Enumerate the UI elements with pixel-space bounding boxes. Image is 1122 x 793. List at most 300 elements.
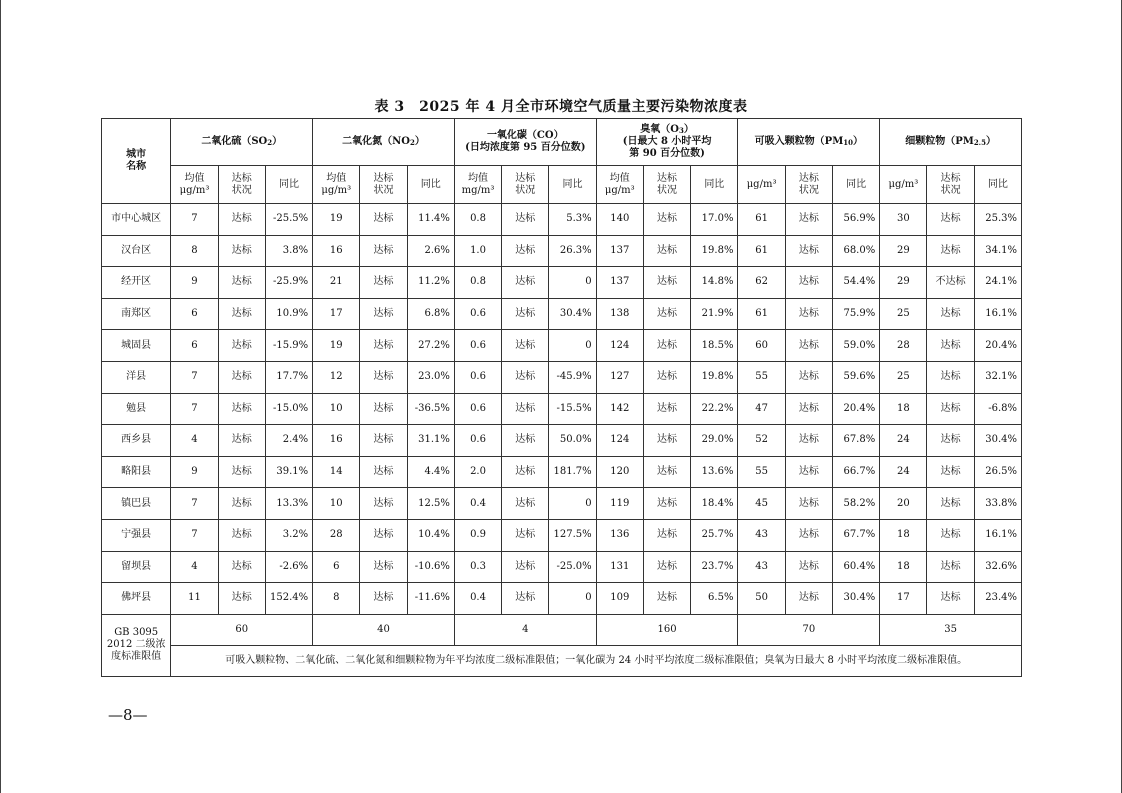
- so2-status-cell: 达标: [218, 519, 265, 551]
- co-status-cell: 达标: [502, 456, 549, 488]
- o3-mean-cell: 124: [596, 425, 643, 457]
- no2-status-cell: 达标: [360, 425, 407, 457]
- o3-mean-cell: 127: [596, 361, 643, 393]
- pm10-yoy-cell: 75.9%: [832, 298, 879, 330]
- pm10-status-cell: 达标: [785, 204, 832, 236]
- o3-yoy-cell: 21.9%: [691, 298, 738, 330]
- pm10-yoy-header: 同比: [832, 166, 879, 204]
- co-status-cell: 达标: [502, 425, 549, 457]
- co-status-cell: 达标: [502, 330, 549, 362]
- pm25-yoy-cell: 26.5%: [974, 456, 1021, 488]
- no2-mean-cell: 10: [313, 393, 360, 425]
- no2-mean-header: 均值 μg/m³: [313, 166, 360, 204]
- table-row: [102, 361, 1022, 393]
- pm25-yoy-cell: 32.6%: [974, 551, 1021, 583]
- pm25-mean-cell: 25: [880, 298, 927, 330]
- pm10-status-cell: 达标: [785, 393, 832, 425]
- co-mean-cell: 0.6: [454, 298, 501, 330]
- co-yoy-header: 同比: [549, 166, 596, 204]
- city-name-cell: 洋县: [102, 361, 171, 393]
- o3-status-cell: 达标: [643, 519, 690, 551]
- no2-status-cell: 达标: [360, 235, 407, 267]
- so2-yoy-cell: -15.0%: [265, 393, 312, 425]
- city-name-cell: 市中心城区: [102, 204, 171, 236]
- no2-yoy-cell: -11.6%: [407, 583, 454, 615]
- no2-mean-cell: 8: [313, 583, 360, 615]
- no2-mean-cell: 16: [313, 425, 360, 457]
- co-yoy-cell: 0: [549, 267, 596, 299]
- pm25-status-cell: 达标: [927, 519, 974, 551]
- o3-status-cell: 达标: [643, 425, 690, 457]
- o3-status-cell: 达标: [643, 361, 690, 393]
- pm10-mean-cell: 61: [738, 235, 785, 267]
- so2-mean-cell: 9: [171, 267, 218, 299]
- pm25-mean-cell: 18: [880, 393, 927, 425]
- co-yoy-cell: 50.0%: [549, 425, 596, 457]
- pm25-yoy-cell: 34.1%: [974, 235, 1021, 267]
- so2-status-cell: 达标: [218, 551, 265, 583]
- pm25-mean-cell: 30: [880, 204, 927, 236]
- co-status-cell: 达标: [502, 204, 549, 236]
- pm25-yoy-cell: 23.4%: [974, 583, 1021, 615]
- pm10-mean-cell: 43: [738, 551, 785, 583]
- table-row: [102, 488, 1022, 520]
- no2-status-cell: 达标: [360, 267, 407, 299]
- so2-mean-header: 均值 μg/m³: [171, 166, 218, 204]
- so2-yoy-cell: 39.1%: [265, 456, 312, 488]
- co-mean-cell: 0.6: [454, 330, 501, 362]
- no2-yoy-header: 同比: [407, 166, 454, 204]
- no2-yoy-cell: 4.4%: [407, 456, 454, 488]
- co-mean-cell: 1.0: [454, 235, 501, 267]
- pm25-yoy-cell: 33.8%: [974, 488, 1021, 520]
- pm10-header: 可吸入颗粒物（PM10）: [738, 119, 880, 166]
- pm25-yoy-cell: 16.1%: [974, 298, 1021, 330]
- so2-mean-cell: 4: [171, 551, 218, 583]
- pm25-mean-cell: 18: [880, 551, 927, 583]
- o3-yoy-cell: 17.0%: [691, 204, 738, 236]
- no2-status-cell: 达标: [360, 204, 407, 236]
- pm10-yoy-cell: 68.0%: [832, 235, 879, 267]
- no2-status-cell: 达标: [360, 551, 407, 583]
- so2-mean-cell: 7: [171, 488, 218, 520]
- o3-mean-cell: 138: [596, 298, 643, 330]
- standard-value-pm10: 70: [738, 614, 880, 645]
- city-header: 城市 名称: [102, 119, 171, 204]
- air-quality-table: [101, 118, 1022, 677]
- no2-yoy-cell: -10.6%: [407, 551, 454, 583]
- pm25-yoy-cell: 24.1%: [974, 267, 1021, 299]
- page-edge-left: [0, 0, 1, 793]
- pm25-yoy-header: 同比: [974, 166, 1021, 204]
- no2-yoy-cell: 10.4%: [407, 519, 454, 551]
- standard-value-pm25: 35: [880, 614, 1022, 645]
- no2-status-cell: 达标: [360, 298, 407, 330]
- pm10-mean-cell: 55: [738, 456, 785, 488]
- header-row-sublabels: [102, 166, 1022, 204]
- pm10-mean-cell: 52: [738, 425, 785, 457]
- pm10-mean-cell: 45: [738, 488, 785, 520]
- city-name-cell: 勉县: [102, 393, 171, 425]
- city-name-cell: 略阳县: [102, 456, 171, 488]
- pm25-status-cell: 达标: [927, 583, 974, 615]
- co-status-header: 达标 状况: [502, 166, 549, 204]
- pm25-status-header: 达标 状况: [927, 166, 974, 204]
- pm10-mean-cell: 60: [738, 330, 785, 362]
- no2-status-header: 达标 状况: [360, 166, 407, 204]
- so2-mean-cell: 6: [171, 330, 218, 362]
- o3-mean-cell: 109: [596, 583, 643, 615]
- standard-value-so2: 60: [171, 614, 313, 645]
- pm25-status-cell: 达标: [927, 456, 974, 488]
- so2-mean-cell: 11: [171, 583, 218, 615]
- pm25-yoy-cell: -6.8%: [974, 393, 1021, 425]
- no2-yoy-cell: 31.1%: [407, 425, 454, 457]
- no2-yoy-cell: -36.5%: [407, 393, 454, 425]
- so2-mean-cell: 7: [171, 204, 218, 236]
- pm25-mean-cell: 24: [880, 456, 927, 488]
- o3-status-cell: 达标: [643, 235, 690, 267]
- co-status-cell: 达标: [502, 235, 549, 267]
- standard-note-row: [102, 645, 1022, 676]
- co-mean-cell: 2.0: [454, 456, 501, 488]
- co-yoy-cell: 127.5%: [549, 519, 596, 551]
- standard-value-no2: 40: [313, 614, 455, 645]
- co-status-cell: 达标: [502, 519, 549, 551]
- o3-yoy-cell: 29.0%: [691, 425, 738, 457]
- city-name-cell: 西乡县: [102, 425, 171, 457]
- pm25-header: 细颗粒物（PM2.5）: [880, 119, 1022, 166]
- pm10-yoy-cell: 67.7%: [832, 519, 879, 551]
- co-yoy-cell: 5.3%: [549, 204, 596, 236]
- so2-yoy-cell: -2.6%: [265, 551, 312, 583]
- co-mean-cell: 0.6: [454, 361, 501, 393]
- pm25-mean-cell: 25: [880, 361, 927, 393]
- so2-status-cell: 达标: [218, 267, 265, 299]
- o3-status-cell: 达标: [643, 488, 690, 520]
- o3-yoy-cell: 19.8%: [691, 361, 738, 393]
- co-yoy-cell: -45.9%: [549, 361, 596, 393]
- o3-mean-cell: 131: [596, 551, 643, 583]
- standard-label: GB 3095 2012 二级浓 度标准限值: [102, 614, 171, 676]
- standard-note: 可吸入颗粒物、二氧化硫、二氧化氮和细颗粒物为年平均浓度二级标准限值；一氧化碳为 24 小时平均浓度二级标准限值；臭氧为日最大 8 小时平均浓度二级标准限值。: [171, 645, 1022, 676]
- pm10-status-cell: 达标: [785, 267, 832, 299]
- co-status-cell: 达标: [502, 361, 549, 393]
- o3-yoy-cell: 25.7%: [691, 519, 738, 551]
- no2-yoy-cell: 23.0%: [407, 361, 454, 393]
- pm25-mean-cell: 24: [880, 425, 927, 457]
- table-row: [102, 583, 1022, 615]
- pm10-yoy-cell: 59.6%: [832, 361, 879, 393]
- table-row: [102, 330, 1022, 362]
- no2-yoy-cell: 11.4%: [407, 204, 454, 236]
- so2-header: 二氧化硫（SO2）: [171, 119, 313, 166]
- table-row: [102, 235, 1022, 267]
- so2-status-cell: 达标: [218, 204, 265, 236]
- no2-mean-cell: 12: [313, 361, 360, 393]
- so2-yoy-cell: -15.9%: [265, 330, 312, 362]
- co-yoy-cell: 30.4%: [549, 298, 596, 330]
- co-yoy-cell: 26.3%: [549, 235, 596, 267]
- o3-status-header: 达标 状况: [643, 166, 690, 204]
- o3-mean-cell: 140: [596, 204, 643, 236]
- no2-status-cell: 达标: [360, 330, 407, 362]
- no2-mean-cell: 14: [313, 456, 360, 488]
- no2-yoy-cell: 6.8%: [407, 298, 454, 330]
- co-mean-cell: 0.9: [454, 519, 501, 551]
- pm10-mean-cell: 50: [738, 583, 785, 615]
- co-yoy-cell: -25.0%: [549, 551, 596, 583]
- city-name-cell: 城固县: [102, 330, 171, 362]
- o3-yoy-cell: 6.5%: [691, 583, 738, 615]
- so2-status-cell: 达标: [218, 330, 265, 362]
- pm25-mean-cell: 28: [880, 330, 927, 362]
- pm25-yoy-cell: 16.1%: [974, 519, 1021, 551]
- no2-status-cell: 达标: [360, 361, 407, 393]
- co-mean-cell: 0.3: [454, 551, 501, 583]
- o3-status-cell: 达标: [643, 456, 690, 488]
- co-mean-cell: 0.8: [454, 267, 501, 299]
- o3-mean-cell: 136: [596, 519, 643, 551]
- pm10-mean-cell: 47: [738, 393, 785, 425]
- so2-yoy-cell: 13.3%: [265, 488, 312, 520]
- so2-mean-cell: 7: [171, 519, 218, 551]
- co-status-cell: 达标: [502, 267, 549, 299]
- no2-yoy-cell: 27.2%: [407, 330, 454, 362]
- so2-status-cell: 达标: [218, 425, 265, 457]
- pm10-status-cell: 达标: [785, 519, 832, 551]
- no2-mean-cell: 21: [313, 267, 360, 299]
- pm25-yoy-cell: 25.3%: [974, 204, 1021, 236]
- co-status-cell: 达标: [502, 583, 549, 615]
- pm25-mean-cell: 29: [880, 235, 927, 267]
- pm10-yoy-cell: 20.4%: [832, 393, 879, 425]
- pm10-status-cell: 达标: [785, 456, 832, 488]
- city-name-cell: 经开区: [102, 267, 171, 299]
- so2-mean-cell: 6: [171, 298, 218, 330]
- table-row: [102, 393, 1022, 425]
- o3-yoy-cell: 13.6%: [691, 456, 738, 488]
- city-name-cell: 南郑区: [102, 298, 171, 330]
- pm25-yoy-cell: 30.4%: [974, 425, 1021, 457]
- o3-status-cell: 达标: [643, 551, 690, 583]
- city-name-cell: 汉台区: [102, 235, 171, 267]
- pm25-unit-header: μg/m³: [880, 166, 927, 204]
- so2-mean-cell: 4: [171, 425, 218, 457]
- o3-yoy-cell: 23.7%: [691, 551, 738, 583]
- pm25-status-cell: 达标: [927, 204, 974, 236]
- pm10-yoy-cell: 67.8%: [832, 425, 879, 457]
- no2-yoy-cell: 12.5%: [407, 488, 454, 520]
- so2-yoy-cell: 3.2%: [265, 519, 312, 551]
- o3-yoy-cell: 18.5%: [691, 330, 738, 362]
- so2-yoy-cell: 10.9%: [265, 298, 312, 330]
- pm10-status-cell: 达标: [785, 488, 832, 520]
- so2-status-cell: 达标: [218, 393, 265, 425]
- co-mean-cell: 0.6: [454, 393, 501, 425]
- pm10-yoy-cell: 54.4%: [832, 267, 879, 299]
- o3-yoy-cell: 18.4%: [691, 488, 738, 520]
- table-row: [102, 425, 1022, 457]
- pm25-status-cell: 达标: [927, 393, 974, 425]
- pm25-status-cell: 达标: [927, 298, 974, 330]
- table-title: 表 3 2025 年 4 月全市环境空气质量主要污染物浓度表: [374, 99, 748, 115]
- co-status-cell: 达标: [502, 393, 549, 425]
- no2-mean-cell: 17: [313, 298, 360, 330]
- co-yoy-cell: 0: [549, 488, 596, 520]
- pm25-status-cell: 达标: [927, 425, 974, 457]
- no2-yoy-cell: 11.2%: [407, 267, 454, 299]
- co-yoy-cell: 0: [549, 583, 596, 615]
- co-mean-cell: 0.8: [454, 204, 501, 236]
- pm10-status-cell: 达标: [785, 361, 832, 393]
- so2-yoy-cell: 152.4%: [265, 583, 312, 615]
- o3-mean-cell: 119: [596, 488, 643, 520]
- co-status-cell: 达标: [502, 551, 549, 583]
- no2-mean-cell: 16: [313, 235, 360, 267]
- o3-mean-cell: 120: [596, 456, 643, 488]
- no2-mean-cell: 19: [313, 330, 360, 362]
- o3-mean-cell: 137: [596, 235, 643, 267]
- pm10-status-cell: 达标: [785, 583, 832, 615]
- pm25-yoy-cell: 20.4%: [974, 330, 1021, 362]
- co-mean-cell: 0.6: [454, 425, 501, 457]
- standard-value-o3: 160: [596, 614, 738, 645]
- so2-yoy-header: 同比: [265, 166, 312, 204]
- so2-mean-cell: 8: [171, 235, 218, 267]
- o3-status-cell: 达标: [643, 330, 690, 362]
- table-row: [102, 204, 1022, 236]
- table-body: [102, 204, 1022, 615]
- no2-status-cell: 达标: [360, 583, 407, 615]
- table-row: [102, 456, 1022, 488]
- pm25-mean-cell: 20: [880, 488, 927, 520]
- so2-yoy-cell: 3.8%: [265, 235, 312, 267]
- co-yoy-cell: -15.5%: [549, 393, 596, 425]
- table-row: [102, 519, 1022, 551]
- pm25-status-cell: 达标: [927, 235, 974, 267]
- o3-mean-cell: 137: [596, 267, 643, 299]
- pm10-yoy-cell: 30.4%: [832, 583, 879, 615]
- pm10-mean-cell: 61: [738, 298, 785, 330]
- o3-status-cell: 达标: [643, 583, 690, 615]
- table-row: [102, 298, 1022, 330]
- o3-status-cell: 达标: [643, 204, 690, 236]
- page-number: —8—: [108, 706, 148, 724]
- standard-row: [102, 614, 1022, 645]
- co-mean-header: 均值 mg/m³: [454, 166, 501, 204]
- o3-status-cell: 达标: [643, 267, 690, 299]
- pm10-yoy-cell: 66.7%: [832, 456, 879, 488]
- pm10-mean-cell: 62: [738, 267, 785, 299]
- so2-status-cell: 达标: [218, 456, 265, 488]
- pm25-mean-cell: 29: [880, 267, 927, 299]
- so2-status-cell: 达标: [218, 298, 265, 330]
- no2-status-cell: 达标: [360, 519, 407, 551]
- pm25-status-cell: 不达标: [927, 267, 974, 299]
- o3-yoy-cell: 14.8%: [691, 267, 738, 299]
- o3-mean-header: 均值 μg/m³: [596, 166, 643, 204]
- pm10-mean-cell: 55: [738, 361, 785, 393]
- no2-status-cell: 达标: [360, 456, 407, 488]
- city-name-cell: 佛坪县: [102, 583, 171, 615]
- pm10-status-cell: 达标: [785, 330, 832, 362]
- co-status-cell: 达标: [502, 488, 549, 520]
- no2-mean-cell: 6: [313, 551, 360, 583]
- no2-status-cell: 达标: [360, 488, 407, 520]
- pm10-status-cell: 达标: [785, 551, 832, 583]
- table-row: [102, 551, 1022, 583]
- co-yoy-cell: 181.7%: [549, 456, 596, 488]
- co-header: 一氧化碳（CO） (日均浓度第 95 百分位数): [454, 119, 596, 166]
- co-mean-cell: 0.4: [454, 488, 501, 520]
- so2-yoy-cell: -25.9%: [265, 267, 312, 299]
- so2-mean-cell: 7: [171, 361, 218, 393]
- o3-yoy-header: 同比: [691, 166, 738, 204]
- pm25-status-cell: 达标: [927, 488, 974, 520]
- table-row: [102, 267, 1022, 299]
- no2-status-cell: 达标: [360, 393, 407, 425]
- o3-header: 臭氧（O3） (日最大 8 小时平均 第 90 百分位数): [596, 119, 738, 166]
- no2-yoy-cell: 2.6%: [407, 235, 454, 267]
- o3-status-cell: 达标: [643, 393, 690, 425]
- so2-status-header: 达标 状况: [218, 166, 265, 204]
- header-row-pollutants: [102, 119, 1022, 166]
- so2-status-cell: 达标: [218, 488, 265, 520]
- pm10-status-cell: 达标: [785, 425, 832, 457]
- pm25-status-cell: 达标: [927, 551, 974, 583]
- pm25-mean-cell: 18: [880, 519, 927, 551]
- pm10-unit-header: μg/m³: [738, 166, 785, 204]
- pm10-status-header: 达标 状况: [785, 166, 832, 204]
- city-name-cell: 留坝县: [102, 551, 171, 583]
- city-name-cell: 宁强县: [102, 519, 171, 551]
- so2-status-cell: 达标: [218, 583, 265, 615]
- o3-mean-cell: 124: [596, 330, 643, 362]
- pm10-status-cell: 达标: [785, 235, 832, 267]
- pm25-status-cell: 达标: [927, 330, 974, 362]
- pm10-yoy-cell: 60.4%: [832, 551, 879, 583]
- o3-yoy-cell: 19.8%: [691, 235, 738, 267]
- pm10-yoy-cell: 56.9%: [832, 204, 879, 236]
- pm25-status-cell: 达标: [927, 361, 974, 393]
- so2-yoy-cell: -25.5%: [265, 204, 312, 236]
- no2-mean-cell: 19: [313, 204, 360, 236]
- co-yoy-cell: 0: [549, 330, 596, 362]
- o3-mean-cell: 142: [596, 393, 643, 425]
- o3-yoy-cell: 22.2%: [691, 393, 738, 425]
- standard-value-co: 4: [454, 614, 596, 645]
- city-name-cell: 镇巴县: [102, 488, 171, 520]
- co-status-cell: 达标: [502, 298, 549, 330]
- so2-mean-cell: 7: [171, 393, 218, 425]
- no2-mean-cell: 10: [313, 488, 360, 520]
- so2-yoy-cell: 2.4%: [265, 425, 312, 457]
- pm10-yoy-cell: 58.2%: [832, 488, 879, 520]
- pm25-mean-cell: 17: [880, 583, 927, 615]
- so2-status-cell: 达标: [218, 361, 265, 393]
- no2-mean-cell: 28: [313, 519, 360, 551]
- so2-status-cell: 达标: [218, 235, 265, 267]
- no2-header: 二氧化氮（NO2）: [313, 119, 455, 166]
- pm25-yoy-cell: 32.1%: [974, 361, 1021, 393]
- so2-yoy-cell: 17.7%: [265, 361, 312, 393]
- pm10-mean-cell: 61: [738, 204, 785, 236]
- co-mean-cell: 0.4: [454, 583, 501, 615]
- pm10-status-cell: 达标: [785, 298, 832, 330]
- o3-status-cell: 达标: [643, 298, 690, 330]
- pm10-yoy-cell: 59.0%: [832, 330, 879, 362]
